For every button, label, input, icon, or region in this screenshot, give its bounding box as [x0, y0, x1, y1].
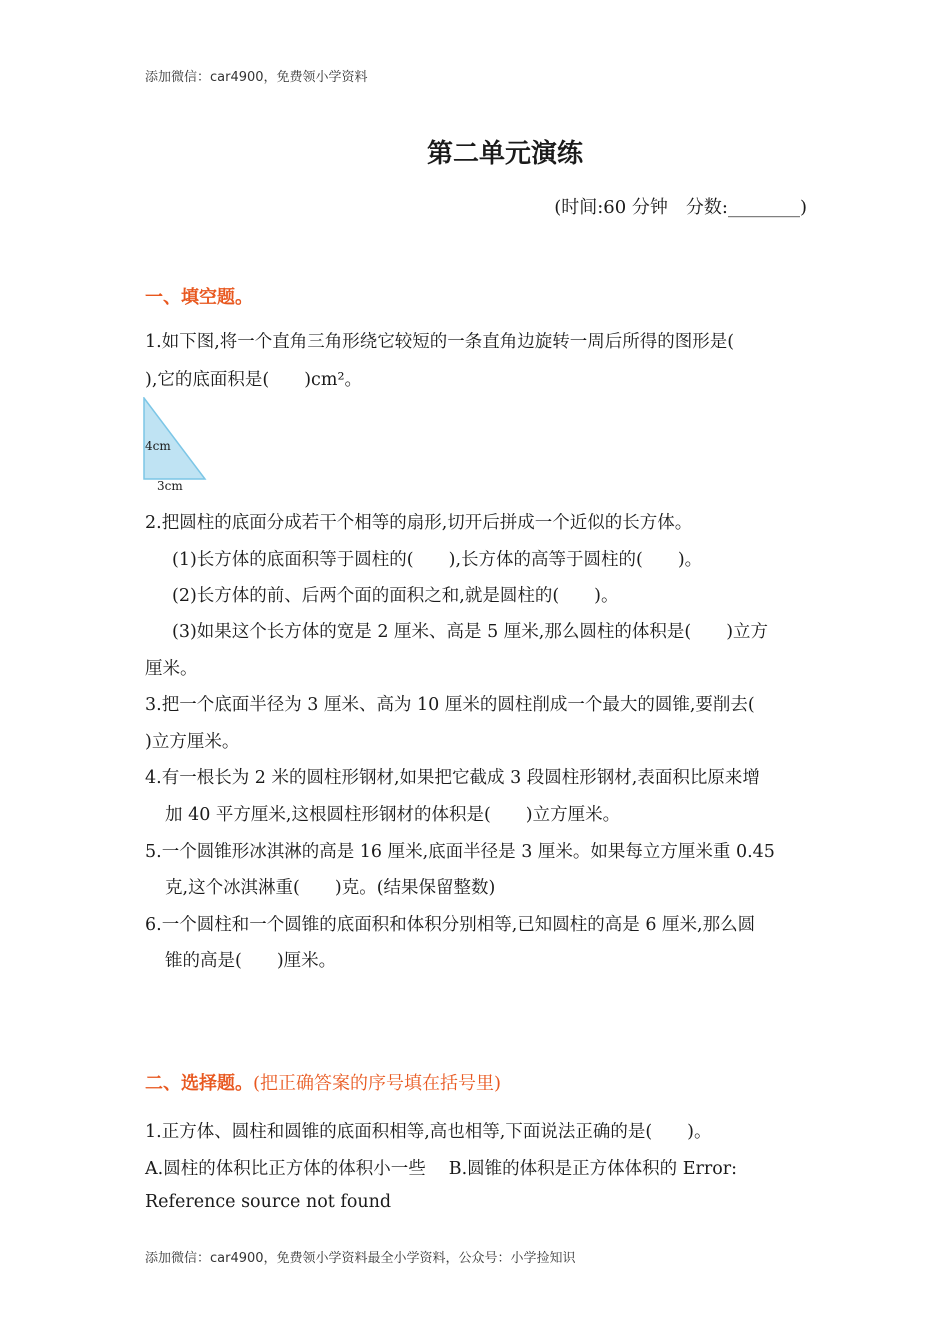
q4-line-2: 加 40 平方厘米,这根圆柱形钢材的体积是( )立方厘米。	[165, 805, 621, 825]
q3-line-1: 3.把一个底面半径为 3 厘米、高为 10 厘米的圆柱削成一个最大的圆锥,要削去(	[145, 695, 755, 715]
q6-line-1: 6.一个圆柱和一个圆锥的底面积和体积分别相等,已知圆柱的高是 6 厘米,那么圆	[145, 915, 756, 935]
height-label: 4cm	[145, 439, 171, 453]
q2-part-3: (3)如果这个长方体的宽是 2 厘米、高是 5 厘米,那么圆柱的体积是( )立方	[172, 622, 769, 642]
section-1-heading: 一、填空题。	[145, 287, 253, 308]
base-label: 3cm	[157, 479, 183, 493]
q5-line-1: 5.一个圆锥形冰淇淋的高是 16 厘米,底面半径是 3 厘米。如果每立方厘米重 0.45	[145, 842, 775, 862]
section-2-title: 二、选择题。	[145, 1073, 253, 1094]
q1-line-2: ),它的底面积是( )cm²。	[145, 370, 362, 390]
q2-part-1: (1)长方体的底面积等于圆柱的( ),长方体的高等于圆柱的( )。	[172, 550, 703, 570]
header-note: 添加微信：car4900，免费领小学资料	[145, 70, 368, 85]
footer-note: 添加微信：car4900，免费领小学资料最全小学资料，公众号：小学捡知识	[145, 1251, 576, 1266]
q1-line-1: 1.如下图,将一个直角三角形绕它较短的一条直角边旋转一周后所得的图形是(	[145, 332, 735, 352]
mc1-stem: 1.正方体、圆柱和圆锥的底面积相等,高也相等,下面说法正确的是( )。	[145, 1122, 712, 1142]
mc1-options: A.圆柱的体积比正方体的体积小一些 B.圆锥的体积是正方体体积的 Error:	[145, 1159, 738, 1179]
page-title: 第二单元演练	[426, 139, 583, 169]
q2-part-3-cont: 厘米。	[145, 659, 198, 679]
mc1-options-cont: Reference source not found	[145, 1192, 392, 1212]
section-2-note: (把正确答案的序号填在括号里)	[253, 1073, 502, 1094]
q4-line-1: 4.有一根长为 2 米的圆柱形钢材,如果把它截成 3 段圆柱形钢材,表面积比原来增	[145, 768, 760, 788]
q3-line-2: )立方厘米。	[145, 732, 240, 752]
time-score-line: (时间:60 分钟 分数:________)	[554, 197, 807, 218]
q6-line-2: 锥的高是( )厘米。	[165, 951, 337, 971]
q5-line-2: 克,这个冰淇淋重( )克。(结果保留整数)	[165, 878, 496, 898]
section-2-heading	[145, 1069, 501, 1095]
q2-stem: 2.把圆柱的底面分成若干个相等的扇形,切开后拼成一个近似的长方体。	[145, 513, 693, 533]
q2-part-2: (2)长方体的前、后两个面的面积之和,就是圆柱的( )。	[172, 586, 619, 606]
right-triangle-figure	[143, 397, 213, 497]
